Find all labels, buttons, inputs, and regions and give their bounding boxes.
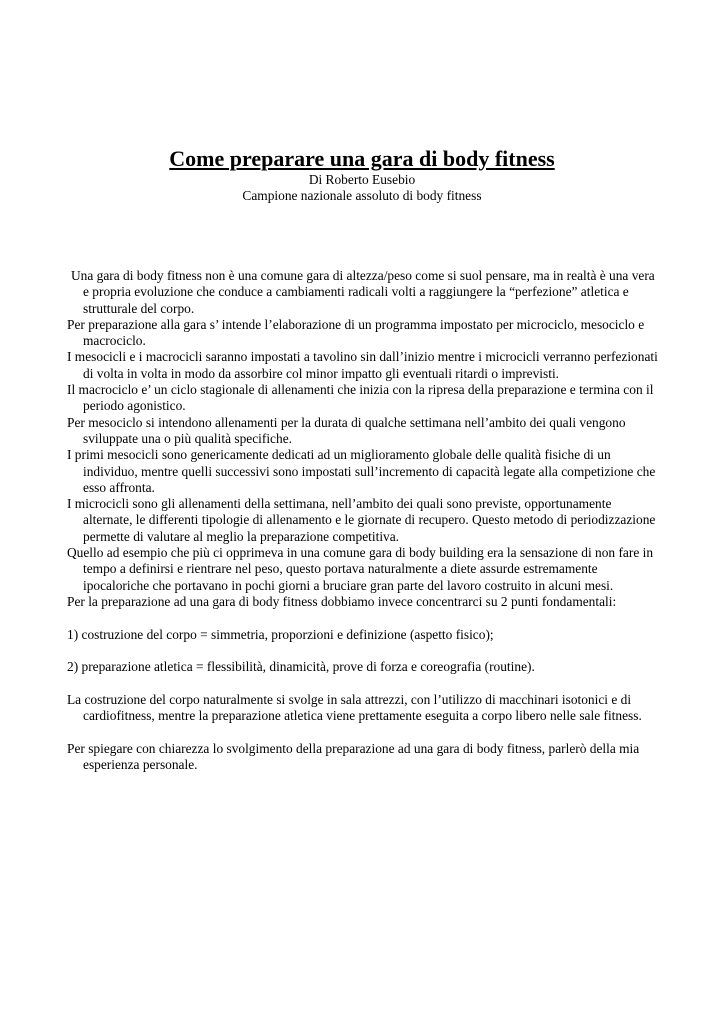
spacer	[67, 643, 659, 659]
spacer	[67, 610, 659, 626]
document-body	[67, 268, 659, 773]
paragraph: Quello ad esempio che più ci opprimeva in una comune gara di body building era la sensazione di non fare in tempo a definirsi e rientrare nel peso, questo portava naturalmente a diete assurde estremamente ipocaloriche che portavano in pochi giorni a bruciare gran parte del lavoro costruito in alcuni mesi.	[67, 545, 654, 593]
paragraph: Il macrociclo e’ un ciclo stagionale di allenamenti che inizia con la ripresa della preparazione e termina con il periodo agonistico.	[67, 382, 654, 414]
paragraph: Per preparazione alla gara s’ intende l’elaborazione di un programma impostato per microciclo, mesociclo e macrociclo.	[67, 316, 645, 349]
paragraph: I mesocicli e i macrocicli saranno impostati a tavolino sin dall’inizio mentre i microcicli verranno perfezionati di volta in volta in modo da assorbire col minor impatto gli eventuali ritardi o imprevisti.	[67, 349, 658, 381]
paragraph: Una gara di body fitness non è una comune gara di altezza/peso come si suol pensare, ma in realtà è una vera e propria evoluzione che conduce a cambiamenti radicali volti a raggiungere la “perfezione” atletica e strutturale del corpo.	[71, 268, 655, 316]
list-item: 1) costruzione del corpo = simmetria, proporzioni e definizione (aspetto fisico);	[67, 626, 494, 642]
spacer	[67, 724, 659, 740]
list-item: 2) preparazione atletica = flessibilità, dinamicità, prove di forza e coreografia (routine).	[67, 659, 535, 675]
paragraph: I microcicli sono gli allenamenti della settimana, nell’ambito dei quali sono previste, opportunamente alternate, le differenti tipologie di allenamento e le giornate di recupero. Questo metodo di periodizzazione permette di valutare al meglio la preparazione competitiva.	[67, 496, 656, 544]
paragraph: I primi mesocicli sono genericamente dedicati ad un miglioramento globale delle qualità fisiche di un individuo, mentre quelli successivi sono impostati sull’incremento di capacità legate alla competizione che esso affronta.	[67, 447, 656, 495]
spacer	[67, 675, 659, 691]
author-role-line: Campione nazionale assoluto di body fitness	[242, 188, 482, 203]
author-line: Di Roberto Eusebio	[308, 172, 416, 187]
document-title: Come preparare una gara di body fitness	[169, 146, 555, 171]
paragraph: La costruzione del corpo naturalmente si svolge in sala attrezzi, con l’utilizzo di macchinari isotonici e di cardiofitness, mentre la preparazione atletica viene prettamente eseguita a corpo libero nelle sale fitness.	[67, 691, 642, 724]
document-header	[0, 146, 724, 204]
paragraph: Per spiegare con chiarezza lo svolgimento della preparazione ad una gara di body fitness, parlerò della mia esperienza personale.	[67, 740, 640, 772]
paragraph: Per mesociclo si intendono allenamenti per la durata di qualche settimana nell’ambito dei quali vengono sviluppate una o più qualità specifiche.	[67, 414, 626, 446]
paragraph: Per la preparazione ad una gara di body fitness dobbiamo invece concentrarci su 2 punti fondamentali:	[67, 593, 617, 609]
